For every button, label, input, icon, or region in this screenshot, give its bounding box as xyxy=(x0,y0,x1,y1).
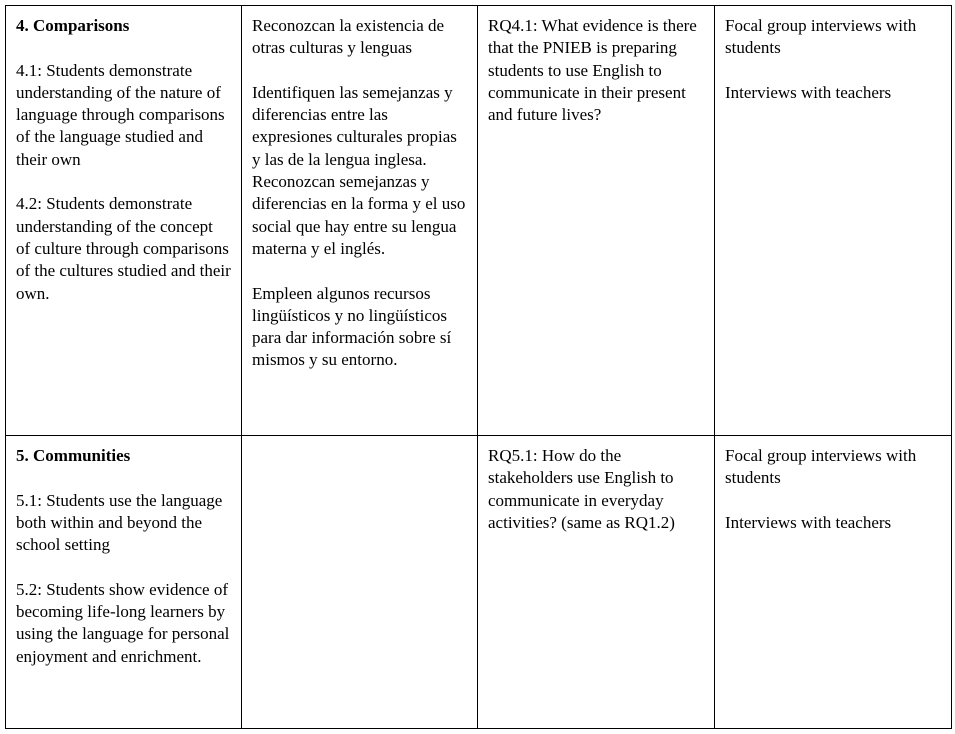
methods-cell xyxy=(715,6,952,436)
method-item: Focal group interviews with students xyxy=(725,16,917,58)
question-cell xyxy=(478,6,715,436)
standard-heading: 4. Comparisons xyxy=(16,16,130,35)
methods-cell xyxy=(715,436,952,729)
standard-item: 5.1: Students use the language both within and beyond the school setting xyxy=(16,490,223,555)
research-question: RQ4.1: What evidence is there that the PNIEB is preparing students to use English to communicate in their present and future lives? xyxy=(488,16,697,125)
research-question: RQ5.1: How do the stakeholders use English to communicate in everyday activities? (same as RQ1.2) xyxy=(488,446,675,532)
table-row xyxy=(6,436,952,729)
objectives-cell xyxy=(242,6,478,436)
standard-item: 4.1: Students demonstrate understanding of the nature of language through comparisons of the language studied and their own xyxy=(16,60,225,169)
standard-cell xyxy=(6,6,242,436)
standard-item: 4.2: Students demonstrate understanding of the concept of culture through comparisons of the cultures studied and their own. xyxy=(16,194,231,303)
objective-item: Reconozcan la existencia de otras culturas y lenguas xyxy=(252,16,445,58)
objectives-cell xyxy=(242,436,478,729)
objective-item: Empleen algunos recursos lingüísticos y no lingüísticos para dar información sobre sí mismos y su entorno. xyxy=(252,283,452,370)
standard-heading: 5. Communities xyxy=(16,446,131,465)
question-cell xyxy=(478,436,715,729)
standard-cell xyxy=(6,436,242,729)
objective-item: Identifiquen las semejanzas y diferencias entre las expresiones culturales propias y las de la lengua inglesa. Reconozcan semejanzas y diferencias en la forma y el uso social que hay entre su lengua materna y el inglés. xyxy=(252,82,466,258)
standards-table xyxy=(5,5,952,729)
method-item: Interviews with teachers xyxy=(725,512,892,532)
table-row xyxy=(6,6,952,436)
method-item: Interviews with teachers xyxy=(725,82,892,102)
method-item: Focal group interviews with students xyxy=(725,446,917,488)
standard-item: 5.2: Students show evidence of becoming life-long learners by using the language for personal enjoyment and enrichment. xyxy=(16,579,230,666)
